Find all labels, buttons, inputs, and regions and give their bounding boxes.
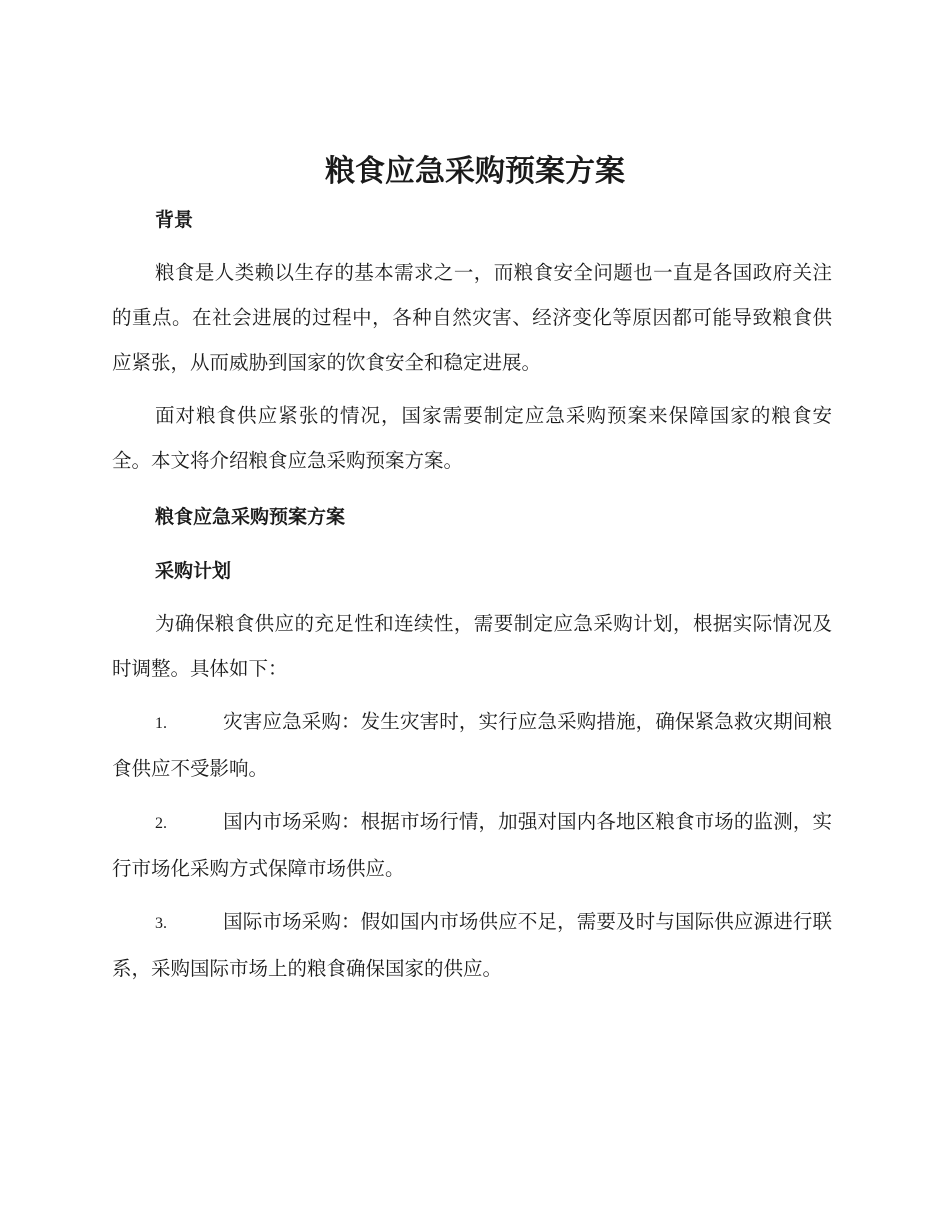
list-item-text: 国内市场采购：根据市场行情，加强对国内各地区粮食市场的监测，实行市场化采购方式保障市场供应。: [112, 810, 832, 880]
list-item-number: 3.: [155, 915, 167, 932]
list-item: [112, 799, 832, 891]
list-item-number: 1.: [155, 715, 167, 732]
list-item: [112, 699, 832, 791]
document-title: 粮食应急采购预案方案: [325, 154, 625, 189]
paragraph-procurement-intro: 为确保粮食供应的充足性和连续性，需要制定应急采购计划，根据实际情况及时调整。具体如下：: [112, 612, 832, 680]
list-item: [112, 899, 832, 991]
section-heading-plan: 粮食应急采购预案方案: [155, 506, 346, 528]
document-body: [112, 200, 832, 991]
list-item-text: 灾害应急采购：发生灾害时，实行应急采购措施，确保紧急救灾期间粮食供应不受影响。: [112, 710, 832, 780]
list-item-text: 国际市场采购：假如国内市场供应不足，需要及时与国际供应源进行联系，采购国际市场上的粮食确保国家的供应。: [112, 910, 832, 980]
paragraph-background-1: 粮食是人类赖以生存的基本需求之一，而粮食安全问题也一直是各国政府关注的重点。在社会进展的过程中，各种自然灾害、经济变化等原因都可能导致粮食供应紧张，从而威胁到国家的饮食安全和稳定进展。: [112, 261, 832, 374]
section-heading-background: 背景: [155, 209, 194, 231]
section-heading-procurement: 采购计划: [155, 560, 232, 582]
list-item-number: 2.: [155, 815, 167, 832]
paragraph-background-2: 面对粮食供应紧张的情况，国家需要制定应急采购预案来保障国家的粮食安全。本文将介绍粮食应急采购预案方案。: [112, 404, 832, 472]
